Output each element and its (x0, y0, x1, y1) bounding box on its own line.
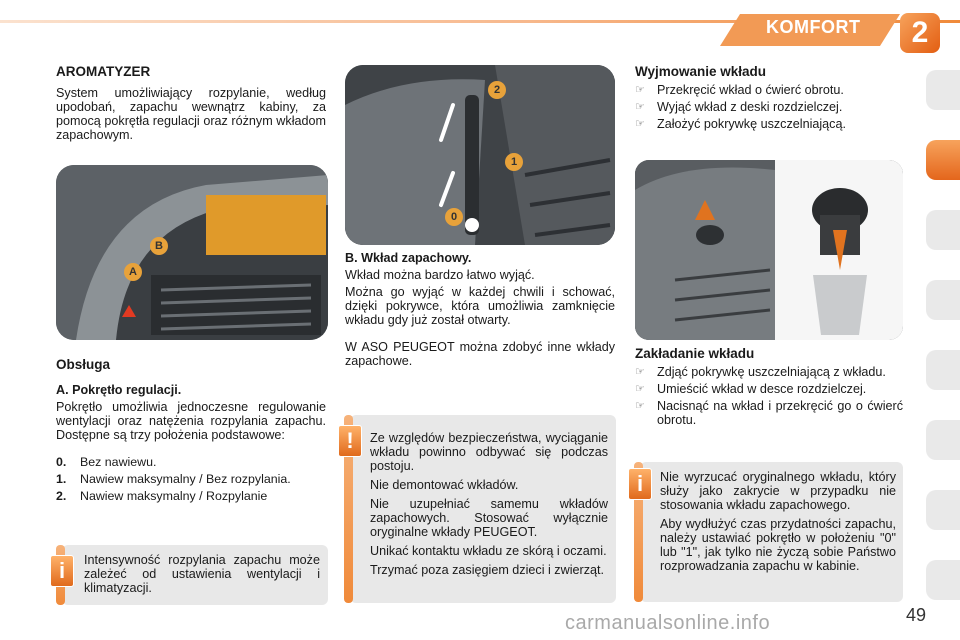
chapter-tab-active[interactable] (926, 140, 960, 180)
cartridge-p2: Można go wyjąć w każdej chwili i schować, dzięki pokrywce, która umożliwia zamknięcie wkładu gdy już został otwarty. (345, 285, 615, 327)
remove-step: ☞ Przekręcić wkład o ćwierć obrotu. (635, 83, 844, 97)
chapter-tab[interactable] (926, 280, 960, 320)
positions-list (56, 455, 348, 506)
warning-text: Ze względów bezpieczeństwa, wyciąganie wkładu powinno odbywać się podczas postoju. Nie demontować wkładów. Nie uzupełniać samemu wkładów zapachowych. Stosować wyłącznie oryginalne wkłady PEUGEOT. Unikać kontaktu wkładu ze skórą i oczami. Trzymać poza zasięgiem dzieci i zwierząt. (370, 431, 608, 577)
label-0: 0 (445, 208, 463, 226)
position-item: 1. Nawiew maksymalny / Bez rozpylania. (56, 472, 291, 486)
intro-text: System umożliwiający rozpylanie, według upodobań, zapachu wewnątrz kabiny, za pomocą pokrętła regulacji oraz różnym wkładom zapachowym. (56, 86, 326, 142)
label-2: 2 (488, 81, 506, 99)
hand-pointer-icon: ☞ (635, 101, 645, 113)
section-title: KOMFORT (766, 17, 861, 37)
warning-box (346, 415, 616, 603)
cartridge-p3: W ASO PEUGEOT można zdobyć inne wkłady zapachowe. (345, 340, 615, 368)
hand-pointer-icon: ☞ (635, 383, 645, 395)
heading-aromatyzer: AROMATYZER (56, 64, 151, 79)
page-number: 49 (906, 605, 927, 625)
chapter-tab[interactable] (926, 560, 960, 600)
install-photo (635, 160, 903, 340)
hand-pointer-icon: ☞ (635, 400, 645, 412)
info-text-left: Intensywność rozpylania zapachu może zależeć od ustawienia wentylacji i klimatyzacji. (84, 553, 320, 595)
label-1: 1 (505, 153, 523, 171)
cartridge-p1: Wkład można bardzo łatwo wyjąć. (345, 268, 535, 282)
remove-step: ☞ Wyjąć wkład z deski rozdzielczej. (635, 100, 843, 114)
heading-cartridge: B. Wkład zapachowy. (345, 251, 472, 265)
info-text-right: Nie wyrzucać oryginalnego wkładu, który służy jako zakrycie w przypadku nie stosowania wkładu zapachowego. Aby wydłużyć czas przydatności zapachu, należy ustawiać pokrętło w położeniu "0" lub "1", jak tylko nie życzą sobie Państwo rozprowadzania zapachu w kabinie. (660, 470, 896, 573)
dashboard-illustration (56, 165, 328, 340)
chapter-tab[interactable] (926, 490, 960, 530)
heading-knob: A. Pokrętło regulacji. (56, 383, 182, 397)
chapter-tab[interactable] (926, 70, 960, 110)
chapter-tab[interactable] (926, 420, 960, 460)
install-steps (635, 365, 903, 430)
heading-install: Zakładanie wkładu (635, 346, 755, 361)
watermark: carmanualsonline.info (565, 612, 771, 634)
info-icon: i (628, 468, 652, 500)
label-b: B (150, 237, 168, 255)
chapter-number: 2 (900, 13, 940, 53)
position-item: 0. Bez nawiewu. (56, 455, 157, 469)
install-step: ☞ Zdjąć pokrywkę uszczelniającą z wkładu. (635, 365, 886, 379)
hand-pointer-icon: ☞ (635, 84, 645, 96)
warning-icon: ! (338, 425, 362, 457)
label-a: A (124, 263, 142, 281)
hand-pointer-icon: ☞ (635, 118, 645, 130)
hand-pointer-icon: ☞ (635, 366, 645, 378)
heading-usage: Obsługa (56, 357, 111, 372)
dashboard-photo (56, 165, 328, 340)
install-illustration (635, 160, 903, 340)
install-step: ☞ Nacisnąć na wkład i przekręcić go o ćwierć obrotu. (635, 399, 903, 427)
cartridge-photo (345, 65, 615, 245)
info-box-left (58, 545, 328, 605)
cartridge-illustration (345, 65, 615, 245)
chapter-tab[interactable] (926, 350, 960, 390)
heading-remove: Wyjmowanie wkładu (635, 64, 767, 79)
remove-step: ☞ Założyć pokrywkę uszczelniającą. (635, 117, 846, 131)
install-step: ☞ Umieścić wkład w desce rozdzielczej. (635, 382, 867, 396)
info-icon: i (50, 555, 74, 587)
chapter-tab[interactable] (926, 210, 960, 250)
position-item: 2. Nawiew maksymalny / Rozpylanie (56, 489, 268, 503)
knob-text: Pokrętło umożliwia jednoczesne regulowanie wentylacji oraz natężenia rozpylania zapachu. Dostępne są trzy położenia podstawowe: (56, 400, 326, 442)
info-box-right (636, 462, 903, 602)
chapter-tabs (926, 70, 960, 610)
remove-steps (635, 83, 903, 134)
